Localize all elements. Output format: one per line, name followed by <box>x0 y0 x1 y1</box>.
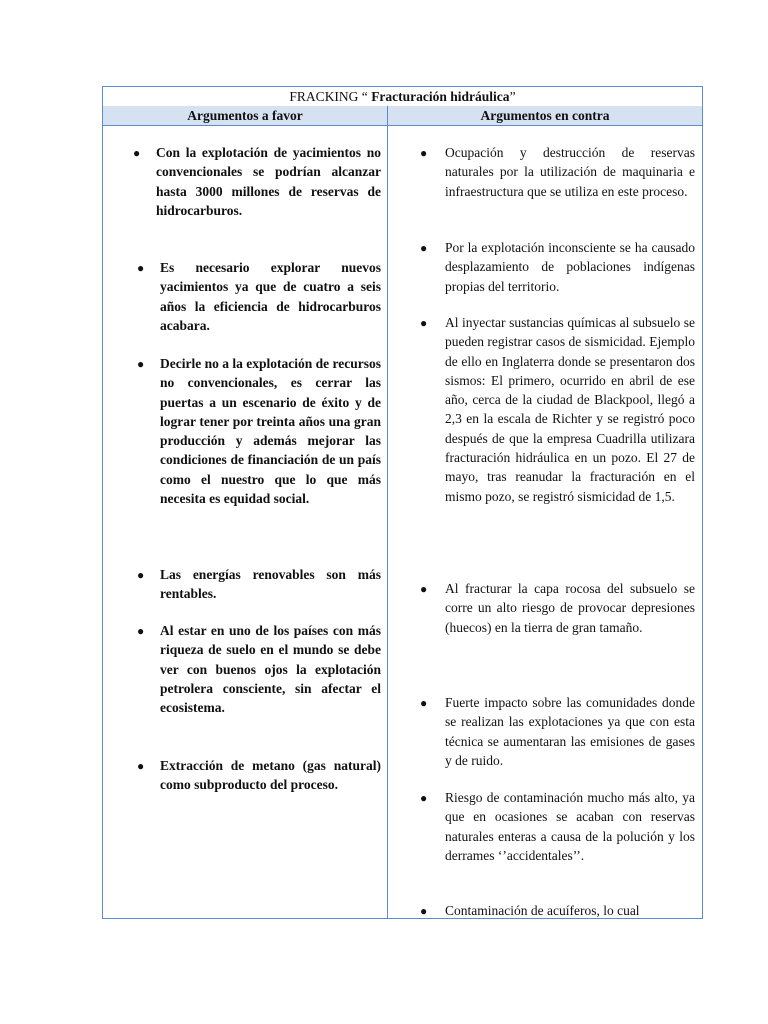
favor-item: Es necesario explorar nuevos yacimientos ya que de cuatro a seis años la eficiencia de hidrocarburos acabara. <box>160 260 381 333</box>
bullet-icon: ● <box>137 624 145 638</box>
bullet-icon: ● <box>137 261 145 275</box>
bullet-icon: ● <box>420 696 428 710</box>
favor-item: Extracción de metano (gas natural) como subproducto del proceso. <box>160 758 381 793</box>
favor-item: Con la explotación de yacimientos no convencionales se podrían alcanzar hasta 3000 millones de reservas de hidrocarburos. <box>156 145 381 218</box>
contra-item: Ocupación y destrucción de reservas naturales por la utilización de maquinaria e infraestructura que se utiliza en este proceso. <box>445 145 695 199</box>
bullet-icon: ● <box>133 146 141 160</box>
bullet-icon: ● <box>420 791 428 805</box>
table-header-row <box>103 106 702 126</box>
contra-item: Por la explotación inconsciente se ha causado desplazamiento de poblaciones indígenas propias del territorio. <box>445 240 695 294</box>
table-title-prefix: FRACKING “ <box>289 89 372 104</box>
bullet-icon: ● <box>420 582 428 596</box>
table-title-bold: Fracturación hidráulica <box>371 89 510 104</box>
bullet-icon: ● <box>137 357 145 371</box>
table-title-suffix: ” <box>509 89 516 104</box>
contra-item: Riesgo de contaminación mucho más alto, ya que en ocasiones se acaban con reservas naturales enteras a causa de la polución y los derrames ‘’accidentales’’. <box>445 790 695 863</box>
arguments-table <box>102 86 703 919</box>
bullet-icon: ● <box>420 316 428 330</box>
contra-item: Al inyectar sustancias químicas al subsuelo se pueden registrar casos de sismicidad. Ejemplo de ello en Inglaterra donde se presentaron dos sismos: El primero, ocurrido en abril de ese año, cerca de la ciudad de Blackpool, llegó a 2,3 en la escala de Richter y se registró poco después de que la empresa Cuadrilla utilizara fracturación hidráulica en un pozo. El 27 de mayo, tras reanudar la fracturación en el mismo pozo, se registró sismicidad de 1,5. <box>445 315 695 504</box>
bullet-icon: ● <box>420 904 428 918</box>
bullet-icon: ● <box>420 146 428 160</box>
bullet-icon: ● <box>420 241 428 255</box>
favor-item: Al estar en uno de los países con más riqueza de suelo en el mundo se debe ver con buenos ojos la explotación petrolera consciente, sin afectar el ecosistema. <box>160 623 381 716</box>
contra-item: Fuerte impacto sobre las comunidades donde se realizan las explotaciones ya que con esta técnica se aumentaran las emisiones de gases y de ruido. <box>445 695 695 768</box>
favor-column <box>103 127 387 918</box>
header-contra: Argumentos en contra <box>480 108 610 123</box>
table-title <box>103 87 702 107</box>
favor-item: Las energías renovables son más rentables. <box>160 567 381 602</box>
header-favor: Argumentos a favor <box>187 108 303 123</box>
bullet-icon: ● <box>137 759 145 773</box>
favor-item: Decirle no a la explotación de recursos no convencionales, es cerrar las puertas a un escenario de éxito y de lograr tener por treinta años una gran producción y además mejorar las condiciones de financiación de un país como el nuestro que lo que más necesita es equidad social. <box>160 356 381 507</box>
contra-item: Contaminación de acuíferos, lo cual <box>445 903 640 918</box>
contra-item: Al fracturar la capa rocosa del subsuelo se corre un alto riesgo de provocar depresiones (huecos) en la tierra de gran tamaño. <box>445 581 695 635</box>
bullet-icon: ● <box>137 568 145 582</box>
contra-column <box>388 127 702 918</box>
